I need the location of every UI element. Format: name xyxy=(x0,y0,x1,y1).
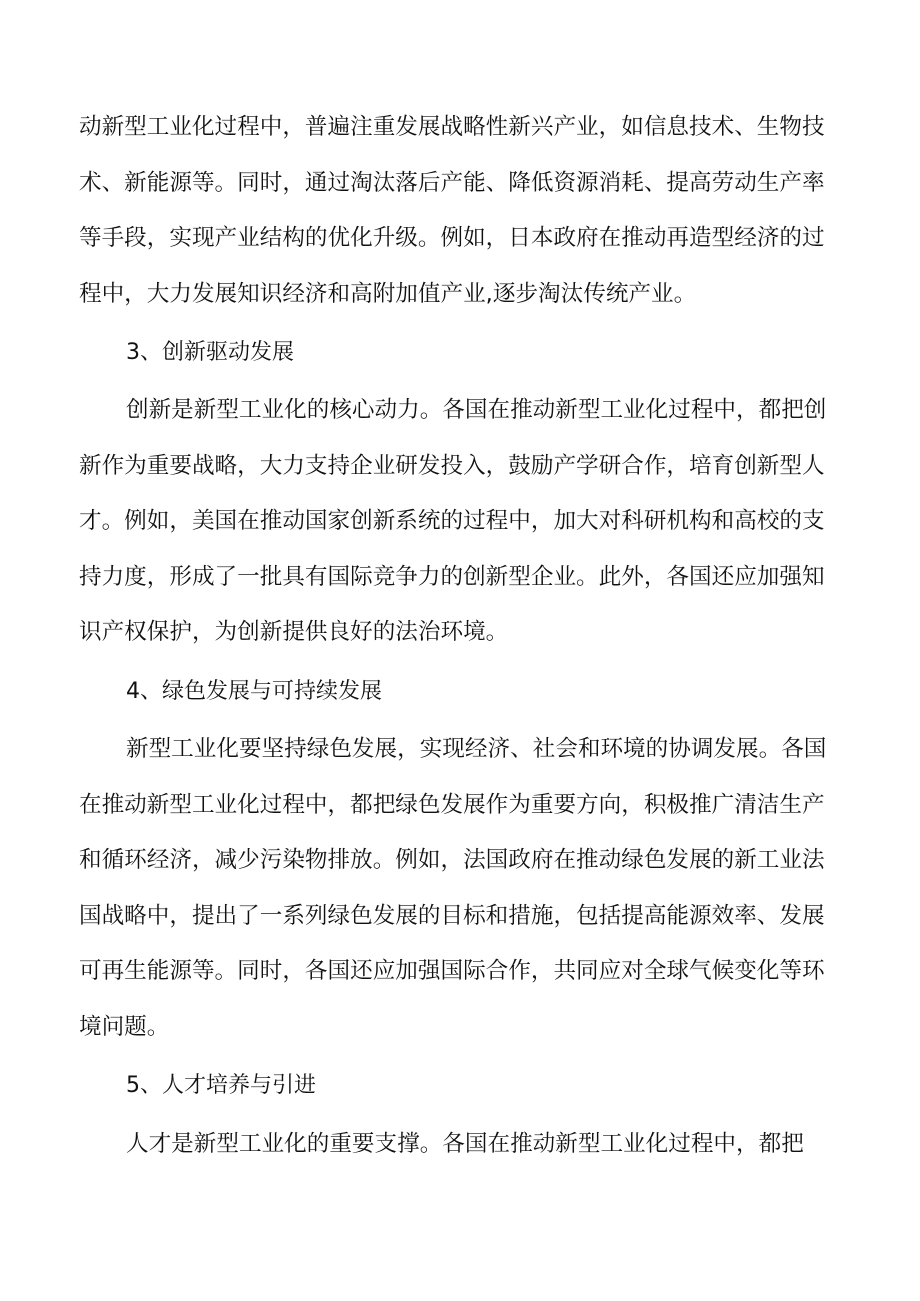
paragraph-line: 识产权保护，为创新提供良好的法治环境。 xyxy=(79,619,509,645)
paragraph-line: 在推动新型工业化过程中，都把绿色发展作为重要方向，积极推广清洁生产 xyxy=(79,792,825,818)
paragraph-line: 新型工业化要坚持绿色发展，实现经济、社会和环境的协调发展。各国 xyxy=(126,736,827,762)
paragraph-line: 动新型工业化过程中，普遍注重发展战略性新兴产业，如信息技术、生物技 xyxy=(79,114,825,140)
section-heading-5: 5、人才培养与引进 xyxy=(126,1073,316,1098)
paragraph-line: 可再生能源等。同时，各国还应加强国际合作，共同应对全球气候变化等环 xyxy=(79,958,825,984)
section-heading-3: 3、创新驱动发展 xyxy=(126,340,294,365)
section-heading-4: 4、绿色发展与可持续发展 xyxy=(126,679,382,704)
paragraph-line: 新作为重要战略，大力支持企业研发投入，鼓励产学研合作，培育创新型人 xyxy=(79,453,825,479)
paragraph-line: 术、新能源等。同时，通过淘汰落后产能、降低资源消耗、提高劳动生产率 xyxy=(79,170,825,196)
paragraph-line: 境问题。 xyxy=(79,1014,170,1040)
paragraph-line: 持力度，形成了一批具有国际竞争力的创新型企业。此外，各国还应加强知 xyxy=(79,564,825,590)
paragraph-line: 才。例如，美国在推动国家创新系统的过程中，加大对科研机构和高校的支 xyxy=(79,508,825,534)
paragraph-line: 和循环经济，减少污染物排放。例如，法国政府在推动绿色发展的新工业法 xyxy=(79,847,825,873)
paragraph-line: 等手段，实现产业结构的优化升级。例如，日本政府在推动再造型经济的过 xyxy=(79,225,825,251)
paragraph-line: 人才是新型工业化的重要支撑。各国在推动新型工业化过程中，都把 xyxy=(126,1131,804,1157)
paragraph-line: 国战略中，提出了一系列绿色发展的目标和措施，包括提高能源效率、发展 xyxy=(79,903,825,929)
paragraph-line: 程中，大力发展知识经济和高附加值产业,逐步淘汰传统产业。 xyxy=(79,281,697,307)
paragraph-line: 创新是新型工业化的核心动力。各国在推动新型工业化过程中，都把创 xyxy=(126,397,827,423)
